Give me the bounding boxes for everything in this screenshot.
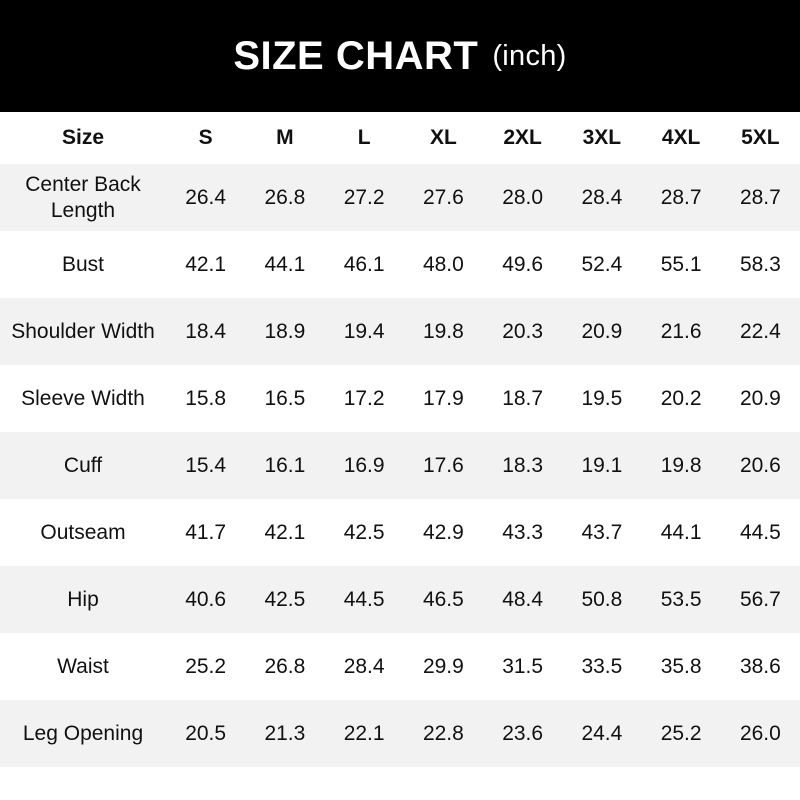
cell: 28.0: [483, 164, 562, 231]
cell: 50.8: [562, 566, 641, 633]
cell: 16.9: [325, 432, 404, 499]
cell: 31.5: [483, 633, 562, 700]
cell: 20.9: [562, 298, 641, 365]
row-label-sleeve-width: Sleeve Width: [0, 365, 166, 432]
cell: 20.9: [721, 365, 800, 432]
cell: 26.0: [721, 700, 800, 767]
cell: 28.4: [325, 633, 404, 700]
cell: 42.5: [325, 499, 404, 566]
row-label-hip: Hip: [0, 566, 166, 633]
cell: 28.4: [562, 164, 641, 231]
cell: 16.5: [245, 365, 324, 432]
table-row: [0, 298, 800, 365]
cell: 20.6: [721, 432, 800, 499]
cell: 19.8: [404, 298, 483, 365]
cell: 15.4: [166, 432, 245, 499]
cell: 25.2: [642, 700, 721, 767]
column-header-3xl: 3XL: [582, 126, 622, 150]
cell: 33.5: [562, 633, 641, 700]
cell: 17.9: [404, 365, 483, 432]
cell: 28.7: [721, 164, 800, 231]
column-header-5xl: 5XL: [741, 126, 780, 150]
cell: 44.1: [642, 499, 721, 566]
table-row: [0, 432, 800, 499]
table-header-row: [0, 112, 800, 164]
cell: 15.8: [166, 365, 245, 432]
column-header-m: M: [276, 126, 294, 150]
cell: 21.3: [245, 700, 324, 767]
table-row: [0, 164, 800, 231]
cell: 22.1: [325, 700, 404, 767]
cell: 18.3: [483, 432, 562, 499]
column-header-2xl: 2XL: [503, 126, 542, 150]
row-label-center-back-length: Center Back Length: [0, 164, 166, 231]
column-header-4xl: 4XL: [661, 126, 701, 150]
cell: 38.6: [721, 633, 800, 700]
row-label-bust: Bust: [0, 231, 166, 298]
table-row: [0, 499, 800, 566]
cell: 42.9: [404, 499, 483, 566]
table-row: [0, 365, 800, 432]
cell: 20.5: [166, 700, 245, 767]
cell: 17.2: [325, 365, 404, 432]
table-head: [0, 112, 800, 164]
cell: 21.6: [642, 298, 721, 365]
cell: 26.8: [245, 633, 324, 700]
cell: 41.7: [166, 499, 245, 566]
cell: 22.4: [721, 298, 800, 365]
column-header-l: L: [357, 126, 371, 150]
cell: 42.1: [245, 499, 324, 566]
cell: 27.6: [404, 164, 483, 231]
cell: 42.1: [166, 231, 245, 298]
cell: 18.7: [483, 365, 562, 432]
row-label-shoulder-width: Shoulder Width: [0, 298, 166, 365]
cell: 20.3: [483, 298, 562, 365]
cell: 43.7: [562, 499, 641, 566]
cell: 42.5: [245, 566, 324, 633]
cell: 53.5: [642, 566, 721, 633]
cell: 23.6: [483, 700, 562, 767]
cell: 44.5: [721, 499, 800, 566]
row-label-cuff: Cuff: [0, 432, 166, 499]
row-label-leg-opening: Leg Opening: [0, 700, 166, 767]
cell: 18.9: [245, 298, 324, 365]
cell: 22.8: [404, 700, 483, 767]
column-header-s: S: [198, 126, 213, 150]
cell: 17.6: [404, 432, 483, 499]
cell: 19.1: [562, 432, 641, 499]
table-row: [0, 700, 800, 767]
cell: 29.9: [404, 633, 483, 700]
cell: 46.1: [325, 231, 404, 298]
cell: 46.5: [404, 566, 483, 633]
cell: 19.4: [325, 298, 404, 365]
cell: 55.1: [642, 231, 721, 298]
cell: 16.1: [245, 432, 324, 499]
table-body: [0, 164, 800, 767]
size-chart-table: [0, 112, 800, 767]
cell: 19.8: [642, 432, 721, 499]
cell: 28.7: [642, 164, 721, 231]
cell: 40.6: [166, 566, 245, 633]
cell: 56.7: [721, 566, 800, 633]
cell: 24.4: [562, 700, 641, 767]
page-title: SIZE CHART: [233, 33, 479, 78]
table-row: [0, 566, 800, 633]
cell: 27.2: [325, 164, 404, 231]
unit-label: (inch): [492, 39, 567, 72]
cell: 25.2: [166, 633, 245, 700]
cell: 18.4: [166, 298, 245, 365]
cell: 52.4: [562, 231, 641, 298]
cell: 48.4: [483, 566, 562, 633]
row-label-waist: Waist: [0, 633, 166, 700]
cell: 35.8: [642, 633, 721, 700]
cell: 58.3: [721, 231, 800, 298]
column-header-xl: XL: [429, 126, 457, 150]
cell: 26.8: [245, 164, 324, 231]
cell: 48.0: [404, 231, 483, 298]
cell: 44.5: [325, 566, 404, 633]
cell: 43.3: [483, 499, 562, 566]
row-label-outseam: Outseam: [0, 499, 166, 566]
table-row: [0, 633, 800, 700]
cell: 44.1: [245, 231, 324, 298]
cell: 20.2: [642, 365, 721, 432]
column-header-size: Size: [61, 126, 105, 150]
table-row: [0, 231, 800, 298]
cell: 26.4: [166, 164, 245, 231]
chart-header: [0, 0, 800, 112]
cell: 19.5: [562, 365, 641, 432]
cell: 49.6: [483, 231, 562, 298]
